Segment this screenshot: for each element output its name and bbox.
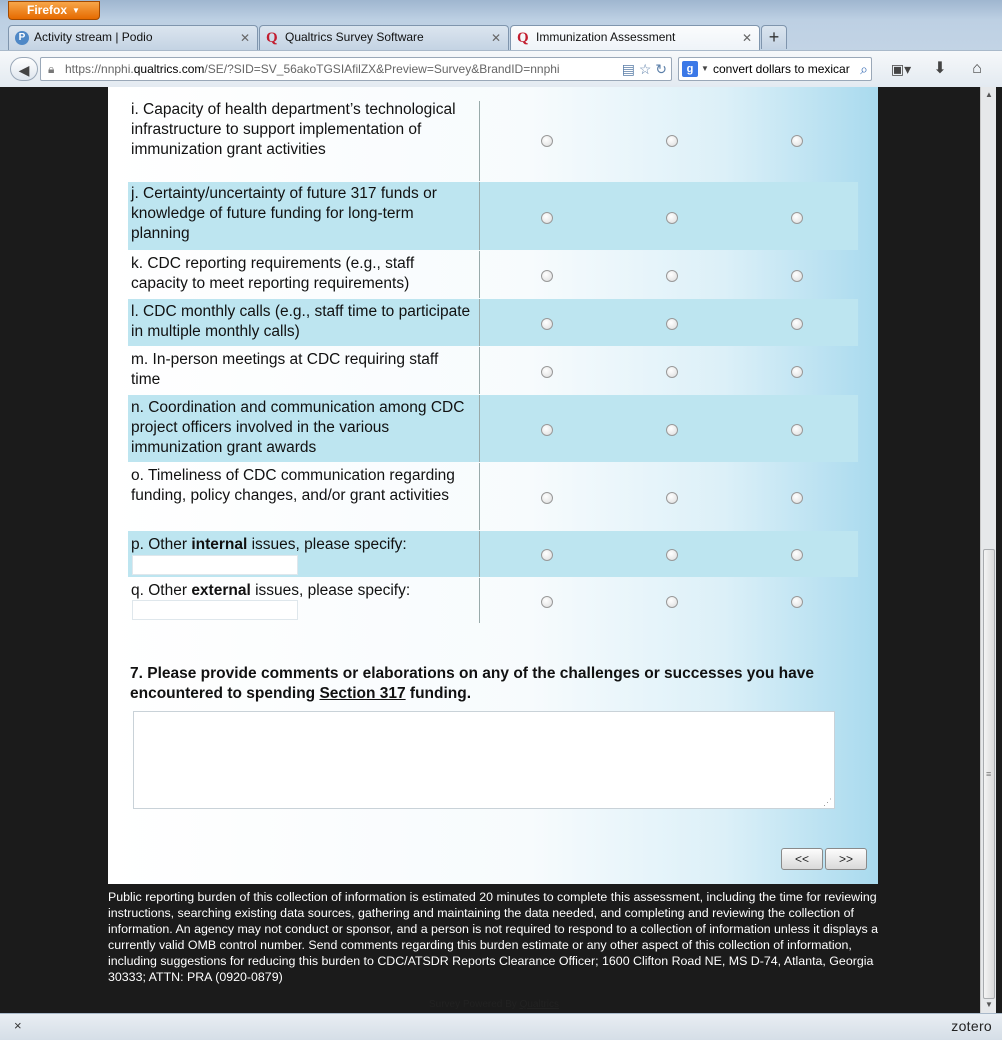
radio-option-3[interactable] bbox=[791, 596, 803, 608]
tab-title: Qualtrics Survey Software bbox=[285, 30, 424, 44]
matrix-row-label: i. Capacity of health department’s technological infrastructure to support implementation of immunization grant activities bbox=[131, 101, 456, 158]
downloads-button[interactable] bbox=[928, 57, 952, 81]
matrix-row-label: m. In-person meetings at CDC requiring staff time bbox=[131, 351, 439, 388]
radio-option-1[interactable] bbox=[541, 135, 553, 147]
label-text: issues, please specify: bbox=[250, 582, 411, 599]
column-divider bbox=[479, 299, 480, 346]
download-arrow-icon: ⬇ bbox=[933, 60, 947, 77]
column-divider bbox=[479, 531, 480, 577]
qualtrics-link[interactable]: Qualtrics bbox=[519, 999, 560, 1010]
chevron-down-icon[interactable]: ▼ bbox=[701, 64, 709, 73]
matrix-row-label: k. CDC reporting requirements (e.g., staff capacity to meet reporting requirements) bbox=[131, 255, 415, 292]
radio-option-3[interactable] bbox=[791, 424, 803, 436]
radio-option-3[interactable] bbox=[791, 318, 803, 330]
url-bar[interactable] bbox=[40, 57, 672, 81]
url-prefix: https://nnphi. bbox=[65, 62, 134, 76]
page-viewport bbox=[8, 87, 980, 1013]
label-text: issues, please specify: bbox=[247, 536, 407, 553]
column-divider bbox=[479, 182, 480, 250]
bookmark-star-icon[interactable]: ☆ bbox=[638, 61, 652, 77]
question-text-underlined: Section 317 bbox=[319, 685, 406, 702]
radio-option-3[interactable] bbox=[791, 549, 803, 561]
matrix-row-label: j. Certainty/uncertainty of future 317 funds or knowledge of future funding for long-term planning bbox=[131, 185, 437, 242]
firefox-menu-button[interactable] bbox=[8, 1, 100, 20]
question-text: 7. Please provide comments or elaborations on any of the challenges or successes you have encountered to spending bbox=[130, 665, 814, 702]
burden-statement: Public reporting burden of this collection of information is estimated 20 minutes to complete this assessment, including the time for reviewing instructions, searching existing data sources, gathering and maintaining the data needed, and completing and reviewing the collection of information. An agency may not conduct or sponsor, and a person is not required to respond to a collection of information unless it displays a currently valid OMB control number. Send comments regarding this burden estimate or any other aspect of this collection of information, including suggestions for reducing this burden to CDC/ATSDR Reports Clearance Officer; 1600 Clifton Road NE, MS D-74, Atlanta, Georgia 30333; ATTN: PRA (0920-0879) bbox=[108, 890, 879, 984]
radio-option-2[interactable] bbox=[666, 212, 678, 224]
tab-qualtrics[interactable] bbox=[259, 25, 509, 50]
navigation-toolbar bbox=[0, 50, 1002, 87]
lock-icon: 🔒︎ bbox=[48, 62, 55, 76]
matrix-row-m bbox=[128, 347, 858, 394]
question-text: funding. bbox=[405, 685, 472, 702]
tab-bar bbox=[8, 25, 988, 50]
column-divider bbox=[479, 578, 480, 623]
grip-icon: ≡ bbox=[986, 769, 992, 779]
radio-option-2[interactable] bbox=[666, 135, 678, 147]
label-text: p. Other bbox=[131, 536, 192, 553]
radio-option-3[interactable] bbox=[791, 270, 803, 282]
reload-icon[interactable]: ↻ bbox=[655, 61, 667, 77]
chevron-down-icon: ▼ bbox=[72, 6, 80, 15]
zotero-button[interactable]: zotero bbox=[951, 1018, 992, 1034]
label-emphasis: internal bbox=[191, 536, 248, 553]
column-divider bbox=[479, 395, 480, 462]
matrix-row-label: l. CDC monthly calls (e.g., staff time to participate in multiple monthly calls) bbox=[131, 303, 471, 340]
radio-option-3[interactable] bbox=[791, 366, 803, 378]
matrix-row-i bbox=[128, 101, 858, 181]
scroll-up-icon[interactable]: ▲ bbox=[985, 90, 993, 99]
column-divider bbox=[479, 463, 480, 530]
radio-option-1[interactable] bbox=[541, 549, 553, 561]
radio-option-2[interactable] bbox=[666, 549, 678, 561]
column-divider bbox=[479, 347, 480, 394]
close-icon[interactable]: ✕ bbox=[239, 31, 250, 45]
radio-option-1[interactable] bbox=[541, 596, 553, 608]
matrix-row-o bbox=[128, 463, 858, 530]
search-bar[interactable] bbox=[678, 57, 872, 81]
radio-option-2[interactable] bbox=[666, 366, 678, 378]
resize-grip-icon[interactable]: ⋰ bbox=[823, 797, 832, 807]
radio-option-2[interactable] bbox=[666, 270, 678, 282]
qualtrics-icon: Q bbox=[517, 30, 529, 46]
close-icon[interactable]: × bbox=[14, 1018, 22, 1033]
tab-immunization-assessment[interactable] bbox=[510, 25, 760, 51]
external-issue-input[interactable] bbox=[132, 600, 298, 620]
podio-icon: P bbox=[15, 31, 29, 45]
url-host: qualtrics.com bbox=[133, 62, 205, 76]
bookmarks-icon: ▣▾ bbox=[890, 61, 912, 77]
search-input[interactable]: convert dollars to mexicar bbox=[713, 62, 850, 76]
matrix-row-l bbox=[128, 299, 858, 346]
home-button[interactable] bbox=[964, 57, 990, 81]
reader-icon[interactable]: ▤ bbox=[621, 61, 635, 77]
search-icon[interactable]: ⌕ bbox=[860, 58, 868, 80]
url-bar-actions bbox=[618, 58, 667, 80]
radio-option-1[interactable] bbox=[541, 212, 553, 224]
column-divider bbox=[479, 101, 480, 181]
radio-option-1[interactable] bbox=[541, 366, 553, 378]
radio-option-1[interactable] bbox=[541, 424, 553, 436]
qualtrics-icon: Q bbox=[266, 30, 278, 46]
matrix-row-label: o. Timeliness of CDC communication regarding funding, policy changes, and/or grant activities bbox=[131, 467, 455, 504]
radio-option-1[interactable] bbox=[541, 318, 553, 330]
radio-option-3[interactable] bbox=[791, 135, 803, 147]
matrix-row-label bbox=[131, 535, 471, 555]
bookmarks-button[interactable] bbox=[884, 57, 918, 81]
matrix-row-p bbox=[128, 531, 858, 577]
next-page-button[interactable]: >> bbox=[825, 848, 867, 870]
back-arrow-icon: ◀ bbox=[18, 62, 30, 78]
tab-title: Activity stream | Podio bbox=[34, 30, 153, 44]
internal-issue-input[interactable] bbox=[132, 555, 298, 575]
firefox-menu-label: Firefox bbox=[27, 3, 68, 17]
matrix-row-q bbox=[128, 578, 858, 623]
tab-title: Immunization Assessment bbox=[536, 30, 676, 44]
scroll-down-icon[interactable]: ▼ bbox=[985, 1000, 993, 1009]
radio-option-2[interactable] bbox=[666, 596, 678, 608]
google-icon[interactable]: g bbox=[682, 61, 698, 77]
label-text: q. Other bbox=[131, 582, 192, 599]
radio-option-2[interactable] bbox=[666, 424, 678, 436]
back-button[interactable] bbox=[10, 57, 38, 81]
matrix-row-label: n. Coordination and communication among CDC project officers involved in the various immunization grant awards bbox=[131, 399, 465, 456]
comments-textarea[interactable] bbox=[133, 711, 835, 809]
radio-option-2[interactable] bbox=[666, 318, 678, 330]
close-icon[interactable]: ✕ bbox=[490, 31, 501, 45]
previous-page-button[interactable]: << bbox=[781, 848, 823, 870]
radio-option-1[interactable] bbox=[541, 492, 553, 504]
radio-option-3[interactable] bbox=[791, 212, 803, 224]
matrix-row-j bbox=[128, 182, 858, 250]
url-path: /SE/?SID=SV_56akoTGSIAfilZX&Preview=Survey&BrandID=nnphi bbox=[204, 62, 560, 76]
powered-by bbox=[8, 999, 980, 1010]
matrix-row-n bbox=[128, 395, 858, 462]
vertical-scrollbar[interactable] bbox=[980, 87, 996, 1013]
survey-panel bbox=[108, 87, 878, 884]
column-divider bbox=[479, 251, 480, 298]
matrix-row-label bbox=[131, 581, 471, 601]
label-emphasis: external bbox=[191, 582, 251, 599]
close-icon[interactable]: ✕ bbox=[741, 31, 752, 45]
scroll-thumb[interactable] bbox=[983, 549, 995, 999]
browser-chrome bbox=[0, 0, 1002, 87]
radio-option-1[interactable] bbox=[541, 270, 553, 282]
addon-bar bbox=[0, 1013, 1002, 1040]
tab-podio[interactable] bbox=[8, 25, 258, 50]
matrix-row-k bbox=[128, 251, 858, 298]
powered-by-text: Survey Powered By bbox=[428, 999, 520, 1010]
new-tab-button[interactable]: + bbox=[761, 25, 787, 49]
home-icon: ⌂ bbox=[972, 60, 982, 77]
radio-option-3[interactable] bbox=[791, 492, 803, 504]
question-7-text bbox=[130, 664, 860, 704]
radio-option-2[interactable] bbox=[666, 492, 678, 504]
